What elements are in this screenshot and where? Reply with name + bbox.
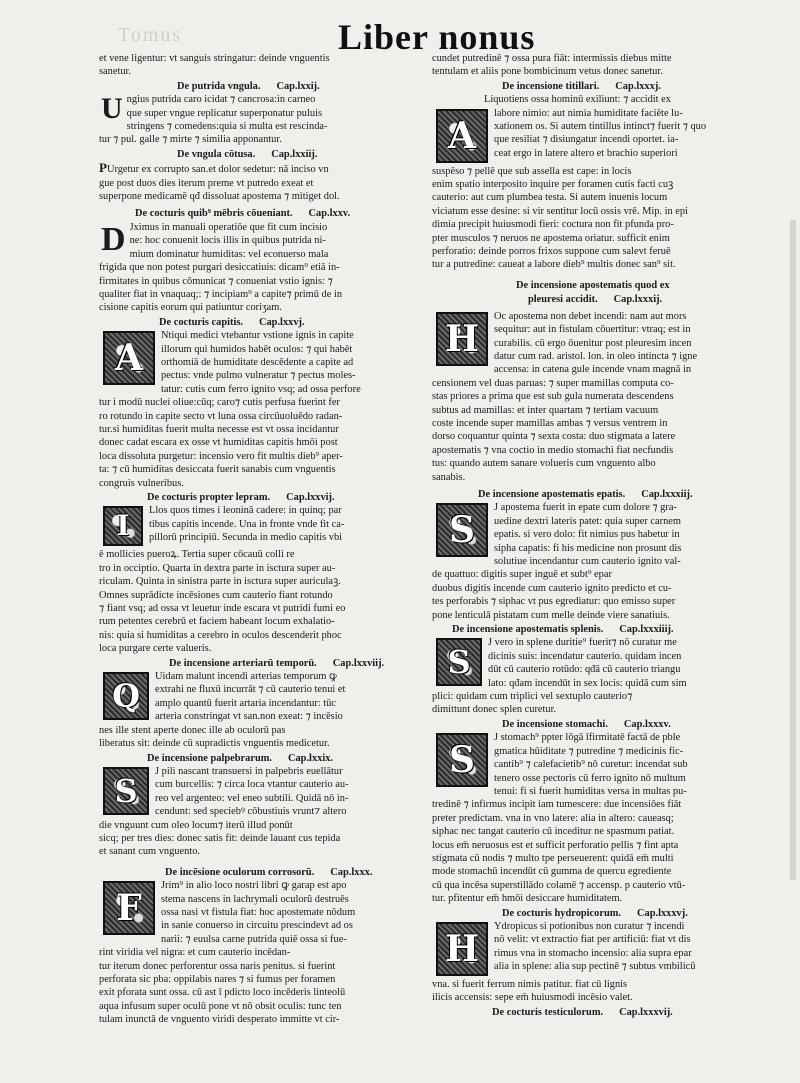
text-line: duobus digitis incende cum cauterio ignito predicto et cu- [432, 582, 672, 594]
text-line: congruis vulneribus. [99, 477, 184, 489]
chapter-title: De cocturis quib⁹ mēbris cōueniant. [135, 208, 293, 220]
text-line: in sanie conuerso in circuitu prescindevt ad os [161, 920, 353, 932]
chapter-number: Cap.lxxvij. [286, 492, 335, 503]
chapter-title: De putrida vngula. [177, 80, 261, 92]
text-line: loca dissoluta purgetur: incensio vero fit multis dieb⁹ aper- [99, 450, 343, 462]
text-line: dūt cū cauterio rotūdo: qđā cū cauterio triangu [488, 664, 681, 676]
text-line: cisione capitis eorum qui patiuntur coriʒam. [99, 302, 282, 314]
chapter-heading [432, 488, 768, 501]
text-line: ossa nasi vt fistula fiat: hoc apostemate nōdum [161, 906, 356, 918]
text-line: stigmata cū nodis ⁊ multo tpe perseuerent: quidā em̄ multi [432, 852, 674, 864]
text-line: J apostema fuerit in epate cum dolore ⁊ gra- [494, 502, 677, 514]
text-line: J stomach⁹ ppter lōgā īfirmitatē factā de pble [494, 732, 681, 744]
text-line: labore nimio: aut nimia humiditate faciēte lu- [494, 107, 683, 119]
text-line: tur.si humiditas fuerit multa necesse est vt ossa incidantur [99, 423, 339, 435]
chapter-76 [99, 316, 435, 490]
text-line: aqua infusum super oculū pone vt nō obsit oculis: tunc ten [99, 1000, 342, 1012]
text-line: curabilis. cū ergo ōuenitur post pleuresim incen [494, 337, 692, 349]
text-line: Ydropicus si potionibus non curatur ⁊ incendi [494, 920, 685, 932]
decorated-initial: A [103, 331, 155, 385]
chapter-number: Cap.lxxv. [308, 208, 351, 220]
chapter-81 [432, 80, 768, 272]
chapter-75 [99, 207, 435, 314]
decorated-initial: Q [103, 672, 149, 720]
text-line: dicinis suis: incendatur cauterio. quidam incen [488, 650, 682, 662]
text-line: sipha capatis: fi his medicine non prosunt dis [494, 542, 682, 554]
text-line: locus em̄ neruosus est et sufficit perforatio pellis ⁊ fint apta [432, 839, 679, 851]
text-line: dimittunt donec splen curetur. [432, 704, 557, 716]
chapter-title: De incensione titillari. [502, 80, 600, 92]
chapter-heading [99, 316, 435, 329]
text-line: superpone medicamē qđ dissoluat apostema ⁊ mitiget dol. [99, 191, 340, 203]
chapter-79 [99, 752, 435, 859]
text-line: ilicis accensis: sepe em̄ huiusmodi incēsio valet. [432, 992, 633, 1004]
text-line: tatur: cutis cum ferro ignito vsq; ad ossa perfore [161, 383, 361, 395]
text-line: subtus ad mamillas: et inter quartam ⁊ tertiam vacuum [432, 404, 659, 416]
chapter-number: Cap.lxxx. [330, 866, 373, 878]
text-line: tur i modū nuclei oliue:cūq; caro⁊ cutis perfusa fuerint fer [99, 397, 340, 409]
chapter-heading [99, 491, 435, 504]
chapter-73 [99, 148, 435, 204]
text-line: uedine dextri lateris patet: quia super carnem [494, 515, 681, 527]
text-line: tenero osse pectoris cū ferro ignito nō multum [494, 772, 686, 784]
chapter-title: De incensione arteriarū temporū. [169, 657, 317, 669]
text-line: alia in splene: alia sup pectinē ⁊ subtus vmbilicū [494, 961, 696, 973]
text-line: tro in occiptio. Quarta in dextra parte in isctura super au- [99, 562, 336, 574]
chapter-number: Cap.lxxxj. [615, 80, 661, 92]
decorated-initial: S [436, 503, 488, 557]
text-line: cundet putredinē ⁊ ossa pura fiāt: intermissis diebus mitte [432, 53, 672, 64]
text-line: mode stomachū incendūt cū gumma de quercu egrediente [432, 866, 672, 878]
chapter-heading [99, 752, 435, 765]
chapter-72 [99, 80, 435, 147]
chapter-title: De cocturis capitis. [159, 316, 243, 328]
text-line: datur cum rad. aristol. lon. in oleo intincta ⁊ igne [494, 350, 698, 362]
text-line: pone lenticulā pistatam cum melle deinde viere sanatiuis. [432, 609, 670, 621]
chapter-heading [99, 657, 435, 670]
text-line: sanabis. [432, 471, 466, 483]
initial-letter: U [101, 92, 123, 126]
text-line: ta: ⁊ cū humiditas desiccata fuerit sanabis cum vnguentis [99, 464, 336, 476]
text-line [99, 161, 435, 176]
chapter-title: De cocturis testiculorum. [492, 1006, 604, 1018]
text-line: tur ⁊ pul. galle ⁊ mirte ⁊ similia apponantur. [99, 134, 282, 146]
chapter-heading [432, 279, 768, 292]
scan-edge-shadow [790, 220, 796, 880]
chapter-number: Cap.lxxviij. [332, 657, 385, 669]
text-line: frigida que non potest purgari desiccatiuis: dicam⁹ etiā in- [99, 262, 340, 274]
chapter-80 [99, 866, 435, 1027]
text-line: donec cadat escara ex osse vt humiditas capitis hmōi post [99, 437, 338, 449]
text-line: qualiter fiat in vnaquaq;: ⁊ incipiam⁹ a capite⁊ primū de in [99, 288, 343, 300]
text-line: cauterio: aut cum plumbea testa. Si autem inuenis locum [432, 192, 668, 204]
initial-letter: D [101, 220, 126, 258]
initial-letter: P [99, 161, 107, 176]
text-line: ⁊ fiant vsq; ad ossa vt leuetur inde escara vt putridi fumi eo [99, 603, 346, 615]
text-line: Ntiqui medici vtebantur vstione ignis in capite [161, 330, 354, 342]
text-line: pter musculos ⁊ neruos ne apostema oriatur. sufficit enim [432, 232, 670, 244]
chapter-heading-cont [432, 293, 768, 306]
chapter-heading [99, 207, 435, 220]
decorated-initial: H [436, 312, 488, 366]
text-line: Oc apostema non debet incendi: nam aut mors [494, 310, 687, 322]
text-line: perforata sic pba: oppilabis nares ⁊ si fumus per foramen [99, 974, 336, 985]
chapter-title-cont: pleuresi accidit. [528, 294, 598, 306]
text-line: stas priores a prima que est sub gula numerata descendens [432, 391, 674, 403]
chapter-number: Cap.lxxxiiij. [619, 624, 674, 636]
chapter-82 [432, 279, 768, 484]
text-line: et vene ligentur: vt sanguis stringatur: deinde vnguentis [99, 53, 330, 64]
text-line: amplo quantū fuerit artaria incendantur: tūc [155, 697, 336, 709]
bleed-through-header: Tomus [118, 24, 183, 46]
text-line: tulam inunctā de vnguento viridi desperato immitte vt cir- [99, 1014, 340, 1026]
text-line: xationem os. Si autem tintillus intinct⁊ fuerit ⁊ quo [494, 121, 707, 133]
text-line: Jximus in manuali operatiōe que fit cum incisio [129, 221, 328, 233]
chapter-title: De cocturis hydropicorum. [502, 907, 621, 919]
text-line: Llos quos times i leoninā cadere: in quinq; par [149, 505, 342, 517]
text-line: ceat ergo in latere altero et brachio superiori [494, 147, 678, 159]
chapter-title: De incēsione oculorum corrosorū. [165, 866, 315, 878]
chapter-heading [432, 718, 768, 731]
text-line: die vnguunt cum oleo locum⁊ iterū illud ponūt [99, 819, 293, 831]
text-line: arteria constringat vt san.non exeat: ⁊ incēsio [155, 711, 343, 723]
chapter-number: Cap.lxxix. [287, 752, 334, 764]
chapter-77 [99, 491, 435, 656]
text-line: cum burcellis: ⁊ circa loca vtantur cauterio au- [155, 779, 349, 791]
text-line: nō velit: vt extractio fiat per artificiū: fiat vt dis [494, 934, 691, 946]
page-title-text: Liber nonus [338, 17, 536, 57]
text-line: J pili nascant transuersi in palpebris euellātur [155, 765, 343, 777]
chapter-number: Cap.lxxiij. [271, 148, 318, 160]
chapter-83 [432, 488, 768, 622]
chapter-number: Cap.lxxxv. [623, 718, 671, 730]
chapter-86 [432, 907, 768, 1005]
text-line: tenui: fi si fuerit humiditas versa in multas pu- [494, 785, 687, 797]
text-line: que super vngue replicatur superponatur puluis [126, 107, 323, 119]
text-line: viciatum esse desine: si vir sentitur locū ossis vrē. Mip. in epi [432, 205, 688, 217]
text-line: reo vel argenteo: vel eneo subtili. Quidā nō in- [155, 792, 349, 804]
text-line: ro rotundo in capite secto vt luna ossa circūuoluēdo radan- [99, 410, 343, 422]
chapter-heading [432, 907, 768, 920]
chapter-heading [432, 623, 768, 636]
text-line: tur. pfitentur em̄ hmōi desiccare humiditatem. [432, 893, 623, 905]
text-line: pectus: vnde pulmo vulneratur ⁊ pectus moles- [161, 370, 356, 382]
chapter-heading [99, 148, 435, 161]
text-line: cendunt: sed speciebꝰ cōbustiuis vrunt⁊ altero [155, 806, 347, 818]
text-line: preter predictam. vna in vno latere: alia in altero: caueasq; [432, 812, 674, 824]
chapter-85 [432, 718, 768, 906]
chapter-title: De incensione apostematis epatis. [478, 488, 626, 500]
chapter-number: Cap.lxxxiij. [641, 488, 693, 500]
text-line: apostematis ⁊ vna coctio in medio stomachi fiat necfundis [432, 444, 674, 456]
chapter-title: De incensione palpebrarum. [147, 752, 272, 764]
text-line: lato: qđam incendūt in sex locis: quidā cum sim [488, 677, 687, 689]
decorated-initial: F [103, 881, 155, 935]
text-line: firmitates in quibus cōmunicat ⁊ conueniat vstio ignis: ⁊ [99, 275, 333, 287]
text-line: rimus vna in stomacho incensio: alia supra epar [494, 947, 692, 959]
text-line: solutiue incendantur cum cauterio ignito val- [494, 556, 681, 567]
text-line: plici: quidam cum triplici vel sextuplo cauterio⁊ [432, 691, 633, 703]
text-line: ē mollicies pueroꝝ. Tertia super cōcauū colli re [99, 549, 295, 561]
text-line: exit pforata sunt ossa. cū ast ī pdicto loco incēderis linteolū [99, 987, 346, 999]
text-line: riculam. Quinta in sinistra parte in isctura super auriculaꝫ. [99, 576, 341, 588]
chapter-number: Cap.lxxxij. [613, 294, 663, 306]
text-line: accensa: in catena gule incende vnam magnā in [494, 364, 692, 376]
decorated-initial: A [436, 109, 488, 163]
text-line: orthomiā de humiditate descēdente a capite ad [161, 356, 354, 368]
text-line: tredinē ⁊ infirmus incipit iam tumescere: due incensiōes fiāt [432, 799, 682, 811]
text-line: gue post duos dies iterum preme vt putredo exeat et [99, 177, 314, 189]
text-line: liberatus sit: deinde cū supradictis vnguentis medicetur. [99, 738, 330, 750]
decorated-initial: S [436, 638, 482, 686]
text-line: et sanant cum vnguento. [99, 846, 200, 858]
text-line: Uidam malunt incendi arterias temporum ꝙ [155, 671, 337, 683]
chapter-number: Cap.lxxxvj. [637, 907, 688, 919]
chapter-78 [99, 657, 435, 751]
text-line: cantib⁹ ⁊ calefacietib⁹ nō curetur: incendat sub [494, 759, 688, 771]
decorated-initial: S [436, 733, 488, 787]
decorated-initial: I [103, 506, 143, 546]
text-line-rest: Urgetur ex corrupto san.et dolor sedetur: nā inciso vn [106, 164, 329, 176]
text-line: illorum qui humidos habēt oculos: ⁊ qui habēt [161, 343, 353, 355]
text-line: loca purgare certe valueris. [99, 643, 212, 655]
text-line: rint viridia vel nigra: et cum cauterio incēdan- [99, 947, 291, 959]
right-column [432, 52, 768, 1019]
chapter-heading [99, 866, 435, 879]
text-line: que resiliat ⁊ disiungatur incendi oportet. ia- [494, 134, 679, 146]
text-line: tibus capitis incende. Una in fronte vnde fit ca- [149, 518, 345, 530]
text-line: tentulam et aliis pone bombicinum vetus donec sanetur. [432, 66, 663, 78]
text-line: ngius putrida caro icidat ⁊ cancrosa:in carneo [126, 94, 316, 106]
text-line: suspēso ⁊ pellē que sub assella est cape: in locis [432, 165, 632, 177]
text-line: censionem vel duas paruas: ⁊ super mamillas computa co- [432, 377, 674, 389]
text-line: tur iterum donec perforentur ossa naris penitus. si fuerint [99, 960, 336, 972]
text-line: rum petentes cerebrū et faciem habeant locum exhalatio- [99, 616, 335, 628]
text-line: enim spatio interposito inquire per foramen cutis facti cuꝫ [432, 179, 674, 191]
text-line: sicq; per tres dies: donec satis fit: deinde lauant cus tepida [99, 832, 341, 844]
text-line: dorso coquantur quinta ⁊ sexta costa: duo stigmata a latere [432, 431, 676, 443]
text-line: gmatica hūiditate ⁊ putredine ⁊ medicinis fic- [494, 745, 684, 757]
text-line: stringens ⁊ comedens:quia si multa est rescinda- [126, 121, 328, 133]
text-line: siphac nec tangat cauterio cū inceditur ne spasmum patiat. [432, 826, 675, 838]
chapter-title: De incensione stomachi. [502, 718, 608, 730]
chapter-heading [99, 80, 435, 93]
text-line: nis: quia si humiditas a cerebro in oculos descenderit phoc [99, 629, 342, 641]
text-line: de quattuo: digitis super inguē et subt⁹ epar [432, 569, 612, 581]
chapter-number: Cap.lxxvj. [258, 316, 305, 328]
chapter-number: Cap.lxxxvij. [619, 1006, 673, 1018]
text-line: nes ille stent aperte donec ille ab oculorū pas [99, 724, 286, 736]
chapter-title: De incensione apostematis splenis. [452, 624, 604, 636]
text-line: J vero in splene duritie⁹ fuerit⁊ nō curatur me [488, 637, 677, 649]
chapter-title: De cocturis propter lepram. [147, 492, 271, 503]
text-line: tes perforabis ⁊ siphac vt pus egrediatur: quo emisso super [432, 596, 676, 608]
text-line: cū qua incēsa superstillādo colamē ⁊ accensp. p cauterio vtū- [432, 879, 686, 891]
text-line: pillorū principiū. Secunda in medio capitis vbi [149, 532, 343, 544]
text-line: vna. si fuerit ferrum nimis patitur. fiat cū lignis [432, 978, 628, 990]
chapter-title: De incensione apostematis quod ex [516, 279, 670, 291]
text-line: stema nascens in lachrymali oculorū destruēs [161, 893, 349, 905]
text-line: epatis. si vero dolo: fit nimius pus habetur in [494, 529, 680, 541]
text-line: Omnes suprādicte incēsiones cum cauterio fiant rotundo [99, 589, 333, 601]
text-line: mium dominatur humiditas: vel econuerso mala [129, 248, 329, 260]
chapter-heading [432, 1006, 768, 1019]
text-line: tur a putredine: caueat a labore dieb⁹ multis donec san⁹ sit. [432, 259, 676, 271]
text-line: extrahi ne fluxū incurrāt ⁊ cū cauterio tenui et [155, 684, 346, 696]
text-line: Jrim⁹ in alio loco nostri libri ꝙ garap est apo [161, 880, 347, 892]
decorated-initial: S [103, 767, 149, 815]
decorated-initial: H [436, 922, 488, 976]
text-line: dimia precipit huiusmodi fieri: coctura non fit pfunda pro- [432, 219, 674, 231]
left-column [99, 52, 435, 1027]
text-line: ne: hoc conuenit locis illis in quibus putrida ni- [129, 235, 326, 247]
chapter-84 [432, 623, 768, 717]
text-line: coste incende super mamillas ambas ⁊ versus ventrem in [432, 417, 668, 429]
text-line: sanetur. [99, 66, 132, 78]
chapter-title: De vngula cōtusa. [177, 148, 256, 160]
chapter-heading [432, 80, 768, 93]
text-line: perforatio: deinde porros frixos suppone cum salevt feruē [432, 246, 671, 258]
text-line: sequitur: aut in fistulam cōuertitur: vtraq; est in [494, 324, 691, 336]
chapter-87 [432, 1006, 768, 1019]
text-line: tus: quando autem sanare volueris cum vnguento albo [432, 458, 656, 470]
chapter-number: Cap.lxxij. [276, 80, 320, 92]
text-line: Liquotiens ossa hominū exiliunt: ⁊ accidit ex [484, 94, 671, 106]
text-line: narii: ⁊ euulsa carne putrida quiē ossa si fue- [161, 933, 347, 945]
